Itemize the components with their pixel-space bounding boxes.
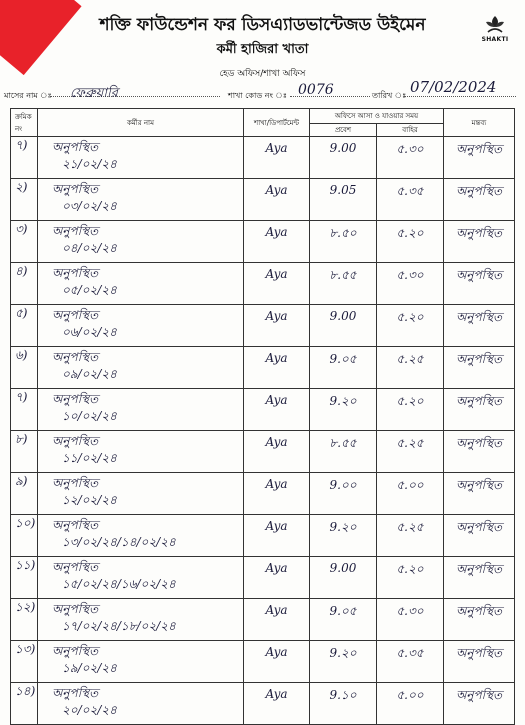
row-serial: ৯) bbox=[11, 473, 38, 515]
row-date: ১০/০২/২৪ bbox=[62, 409, 117, 423]
row-name: অনুপস্থিত bbox=[52, 182, 99, 196]
date-label: তারিখ ঃ bbox=[372, 91, 407, 100]
row-name: অনুপস্থিত bbox=[52, 266, 99, 280]
row-name-cell bbox=[38, 221, 244, 263]
row-in-time: ৮.৫৫ bbox=[310, 431, 377, 473]
row-out-time: ৫.২৫ bbox=[377, 515, 444, 557]
meta-row bbox=[0, 78, 525, 106]
branch-code-value: 0076 bbox=[298, 82, 334, 98]
row-name-cell bbox=[38, 557, 244, 599]
row-signature: অনুপস্থিত bbox=[444, 431, 515, 473]
date-value: 07/02/2024 bbox=[410, 78, 497, 96]
attendance-table bbox=[10, 108, 515, 725]
register-title: কর্মী হাজিরা খাতা bbox=[216, 42, 309, 57]
month-value: ফেব্রুয়ারি bbox=[70, 86, 118, 101]
row-out-time: ৫.২০ bbox=[377, 305, 444, 347]
row-serial: ৭) bbox=[11, 389, 38, 431]
row-in-time: 9.০৫ bbox=[310, 347, 377, 389]
table-row bbox=[11, 179, 515, 221]
row-branch: Aya bbox=[244, 305, 310, 347]
row-out-time: ৫.০০ bbox=[377, 473, 444, 515]
row-date: ২০/০২/২৪ bbox=[62, 703, 117, 717]
row-serial: ১৩) bbox=[11, 641, 38, 683]
table-row bbox=[11, 221, 515, 263]
row-signature: অনুপস্থিত bbox=[444, 221, 515, 263]
row-branch: Aya bbox=[244, 389, 310, 431]
row-branch: Aya bbox=[244, 557, 310, 599]
row-serial: ৩) bbox=[11, 221, 38, 263]
row-out-time: ৫.৩০ bbox=[377, 599, 444, 641]
row-branch: Aya bbox=[244, 137, 310, 179]
row-date: ১৭/০২/২৪/১৮/০২/২৪ bbox=[62, 619, 176, 633]
table-row bbox=[11, 137, 515, 179]
row-date: ২১/০২/২৪ bbox=[62, 157, 117, 171]
table-row bbox=[11, 641, 515, 683]
row-branch: Aya bbox=[244, 641, 310, 683]
row-signature: অনুপস্থিত bbox=[444, 137, 515, 179]
row-branch: Aya bbox=[244, 599, 310, 641]
row-date: ১২/০২/২৪ bbox=[62, 493, 117, 507]
row-signature: অনুপস্থিত bbox=[444, 347, 515, 389]
row-signature: অনুপস্থিত bbox=[444, 305, 515, 347]
row-name-cell bbox=[38, 305, 244, 347]
row-serial: ১১) bbox=[11, 557, 38, 599]
row-name: অনুপস্থিত bbox=[52, 392, 99, 406]
row-date: ০৫/০২/২৪ bbox=[62, 283, 117, 297]
row-signature: অনুপস্থিত bbox=[444, 641, 515, 683]
row-name-cell bbox=[38, 431, 244, 473]
row-date: ১৯/০২/২৪ bbox=[62, 661, 117, 675]
row-out-time: ৫.৩০ bbox=[377, 137, 444, 179]
row-branch: Aya bbox=[244, 473, 310, 515]
row-out-time: ৫.২৫ bbox=[377, 431, 444, 473]
row-branch: Aya bbox=[244, 515, 310, 557]
row-name: অনুপস্থিত bbox=[52, 476, 99, 490]
header-serial: ক্রমিক নং bbox=[11, 109, 38, 137]
row-branch: Aya bbox=[244, 221, 310, 263]
row-serial: ৬) bbox=[11, 347, 38, 389]
row-name: অনুপস্থিত bbox=[52, 308, 99, 322]
row-signature: অনুপস্থিত bbox=[444, 683, 515, 725]
row-serial: ১৪) bbox=[11, 683, 38, 725]
row-name: অনুপস্থিত bbox=[52, 560, 99, 574]
header-in: প্রবেশ bbox=[310, 124, 377, 137]
row-out-time: ৫.২০ bbox=[377, 221, 444, 263]
row-name: অনুপস্থিত bbox=[52, 350, 99, 364]
row-branch: Aya bbox=[244, 179, 310, 221]
row-signature: অনুপস্থিত bbox=[444, 263, 515, 305]
row-out-time: ৫.২০ bbox=[377, 389, 444, 431]
row-serial: ৭) bbox=[11, 137, 38, 179]
row-date: ০৩/০২/২৪ bbox=[62, 199, 117, 213]
table-row bbox=[11, 263, 515, 305]
row-in-time: 9.00 bbox=[310, 305, 377, 347]
branch-code-label: শাখা কোড নং ঃ bbox=[228, 91, 287, 100]
table-row bbox=[11, 599, 515, 641]
table-row bbox=[11, 305, 515, 347]
row-name: অনুপস্থিত bbox=[52, 518, 99, 532]
row-signature: অনুপস্থিত bbox=[444, 389, 515, 431]
row-signature: অনুপস্থিত bbox=[444, 557, 515, 599]
row-in-time: ৮.৫৫ bbox=[310, 263, 377, 305]
row-serial: ৪) bbox=[11, 263, 38, 305]
row-branch: Aya bbox=[244, 431, 310, 473]
row-branch: Aya bbox=[244, 683, 310, 725]
row-in-time: ৮.৫০ bbox=[310, 221, 377, 263]
office-line: হেড অফিস/শাখা অফিস bbox=[219, 69, 306, 79]
table-row bbox=[11, 431, 515, 473]
table-row bbox=[11, 515, 515, 557]
organization-title: শক্তি ফাউন্ডেশন ফর ডিসএ্যাডভান্টেজড উইমেন bbox=[99, 15, 426, 35]
row-date: ১১/০২/২৪ bbox=[62, 451, 117, 465]
header-sign: মন্তব্য bbox=[444, 109, 515, 137]
row-name: অনুপস্থিত bbox=[52, 644, 99, 658]
row-name-cell bbox=[38, 683, 244, 725]
header-branch: শাখা/ডিপার্টমেন্ট bbox=[244, 109, 310, 137]
row-out-time: ৫.২৫ bbox=[377, 347, 444, 389]
row-name: অনুপস্থিত bbox=[52, 224, 99, 238]
row-branch: Aya bbox=[244, 263, 310, 305]
row-name: অনুপস্থিত bbox=[52, 602, 99, 616]
row-serial: ২) bbox=[11, 179, 38, 221]
row-serial: ৮) bbox=[11, 431, 38, 473]
row-name: অনুপস্থিত bbox=[52, 434, 99, 448]
row-serial: ১২) bbox=[11, 599, 38, 641]
row-serial: ৫) bbox=[11, 305, 38, 347]
row-in-time: 9.১০ bbox=[310, 683, 377, 725]
row-in-time: 9.00 bbox=[310, 557, 377, 599]
row-out-time: ৫.২০ bbox=[377, 557, 444, 599]
row-serial: ১০) bbox=[11, 515, 38, 557]
row-date: ০৯/০২/২৪ bbox=[62, 367, 117, 381]
row-name-cell bbox=[38, 389, 244, 431]
table-row bbox=[11, 557, 515, 599]
row-name-cell bbox=[38, 599, 244, 641]
row-out-time: ৫.৩৫ bbox=[377, 641, 444, 683]
row-out-time: ৫.৩০ bbox=[377, 263, 444, 305]
table-row bbox=[11, 683, 515, 725]
header-out: বাহির bbox=[377, 124, 444, 137]
row-in-time: 9.২০ bbox=[310, 389, 377, 431]
row-date: ০৪/০২/২৪ bbox=[62, 241, 117, 255]
row-date: ১৩/০২/২৪/১৪/০২/২৪ bbox=[62, 535, 176, 549]
row-signature: অনুপস্থিত bbox=[444, 179, 515, 221]
row-in-time: 9.০০ bbox=[310, 473, 377, 515]
row-signature: অনুপস্থিত bbox=[444, 515, 515, 557]
row-name-cell bbox=[38, 347, 244, 389]
row-signature: অনুপস্থিত bbox=[444, 473, 515, 515]
logo-text: SHAKTI bbox=[481, 36, 509, 43]
row-out-time: ৫.৩৫ bbox=[377, 179, 444, 221]
row-name: অনুপস্থিত bbox=[52, 686, 99, 700]
row-out-time: ৫.০০ bbox=[377, 683, 444, 725]
header-name: কর্মীর নাম bbox=[38, 109, 244, 137]
row-name-cell bbox=[38, 179, 244, 221]
table-row bbox=[11, 473, 515, 515]
row-name: অনুপস্থিত bbox=[52, 140, 99, 154]
row-date: ০৬/০২/২৪ bbox=[62, 325, 117, 339]
row-in-time: 9.০৫ bbox=[310, 599, 377, 641]
row-date: ১৫/০২/২৪/১৬/০২/২৪ bbox=[62, 577, 176, 591]
row-name-cell bbox=[38, 473, 244, 515]
row-name-cell bbox=[38, 137, 244, 179]
table-row bbox=[11, 389, 515, 431]
row-in-time: 9.05 bbox=[310, 179, 377, 221]
row-branch: Aya bbox=[244, 347, 310, 389]
header-time-group: অফিসে আসা ও যাওয়ার সময় bbox=[310, 109, 444, 124]
row-signature: অনুপস্থিত bbox=[444, 599, 515, 641]
row-name-cell bbox=[38, 263, 244, 305]
row-name-cell bbox=[38, 515, 244, 557]
row-in-time: 9.00 bbox=[310, 137, 377, 179]
row-in-time: 9.২০ bbox=[310, 641, 377, 683]
row-name-cell bbox=[38, 641, 244, 683]
row-in-time: 9.২০ bbox=[310, 515, 377, 557]
table-row bbox=[11, 347, 515, 389]
month-label: মাসের নাম ঃ bbox=[4, 91, 52, 100]
